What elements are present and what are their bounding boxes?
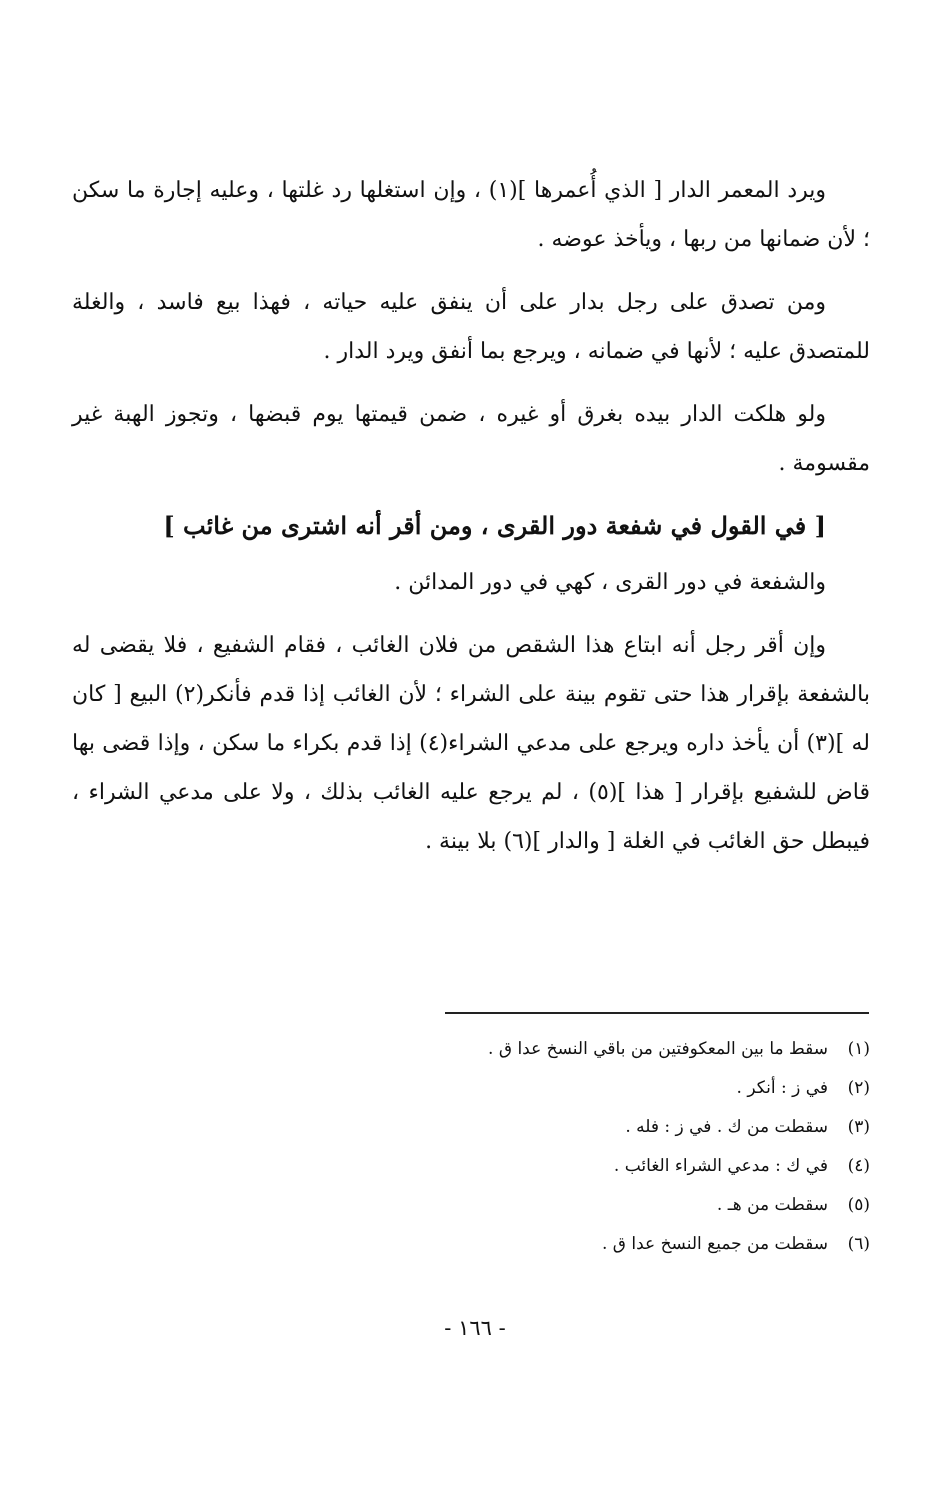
footnote-5 (300, 1186, 870, 1225)
footnote-text: في ك : مدعي الشراء الغائب . (613, 1156, 828, 1176)
paragraph-5: وإن أقر رجل أنه ابتاع هذا الشقص من فلان الغائب ، فقام الشفيع ، فلا يقضى له بالشفعة بإقرار هذا حتى تقوم بينة على الشراء ؛ لأن الغائب إذا قدم فأنكر(٢) البيع [ كان له ](٣) أن يأخذ داره ويرجع على مدعي الشراء(٤) إذا قدم بكراء ما سكن ، وإذا قضى بها قاض للشفيع بإقرار [ هذا ](٥) ، لم يرجع عليه الغائب بذلك ، ولا على مدعي الشراء ، فيبطل حق الغائب في الغلة [ والدار ](٦) بلا بينة . (72, 633, 871, 854)
page-number: - ١٦٦ - (444, 1316, 506, 1340)
main-text (72, 166, 870, 880)
footnote-6 (300, 1225, 870, 1264)
footnote-4 (300, 1147, 870, 1186)
footnote-text: سقطت من جميع النسخ عدا ق . (601, 1234, 828, 1254)
paragraph-4: والشفعة في دور القرى ، كهي في دور المدائن . (394, 570, 826, 595)
footnote-text: سقطت من هـ . (716, 1195, 828, 1215)
footnote-text: سقط ما بين المعكوفتين من باقي النسخ عدا ق . (488, 1039, 828, 1059)
paragraph-1: ويرد المعمر الدار [ الذي أُعمرها ](١) ، وإن استغلها رد غلتها ، وعليه إجارة ما سكن ؛ لأن ضمانها من ربها ، ويأخذ عوضه . (72, 178, 870, 252)
footnotes (300, 1030, 870, 1264)
footnote-text: سقطت من ك . في ز : فله . (625, 1117, 828, 1137)
footnote-3 (300, 1108, 870, 1147)
section-heading: [ في القول في شفعة دور القرى ، ومن أقر أنه اشترى من غائب ] (163, 511, 826, 540)
footnote-number: (٢) (847, 1078, 870, 1098)
footnote-number: (١) (847, 1039, 870, 1059)
paragraph-3: ولو هلكت الدار بيده بغرق أو غيره ، ضمن قيمتها يوم قبضها ، وتجوز الهبة غير مقسومة . (72, 402, 870, 476)
footnote-divider (445, 1012, 869, 1014)
footnote-number: (٤) (847, 1156, 870, 1176)
footnote-number: (٥) (847, 1195, 870, 1215)
footnote-text: في ز : أنكر . (736, 1078, 828, 1098)
footnote-number: (٣) (847, 1117, 870, 1137)
footnote-number: (٦) (847, 1234, 870, 1254)
paragraph-2: ومن تصدق على رجل بدار على أن ينفق عليه حياته ، فهذا بيع فاسد ، والغلة للمتصدق عليه ؛ لأنها في ضمانه ، ويرجع بما أنفق ويرد الدار . (72, 290, 870, 364)
footnote-2 (300, 1069, 870, 1108)
footnote-1 (300, 1030, 870, 1069)
